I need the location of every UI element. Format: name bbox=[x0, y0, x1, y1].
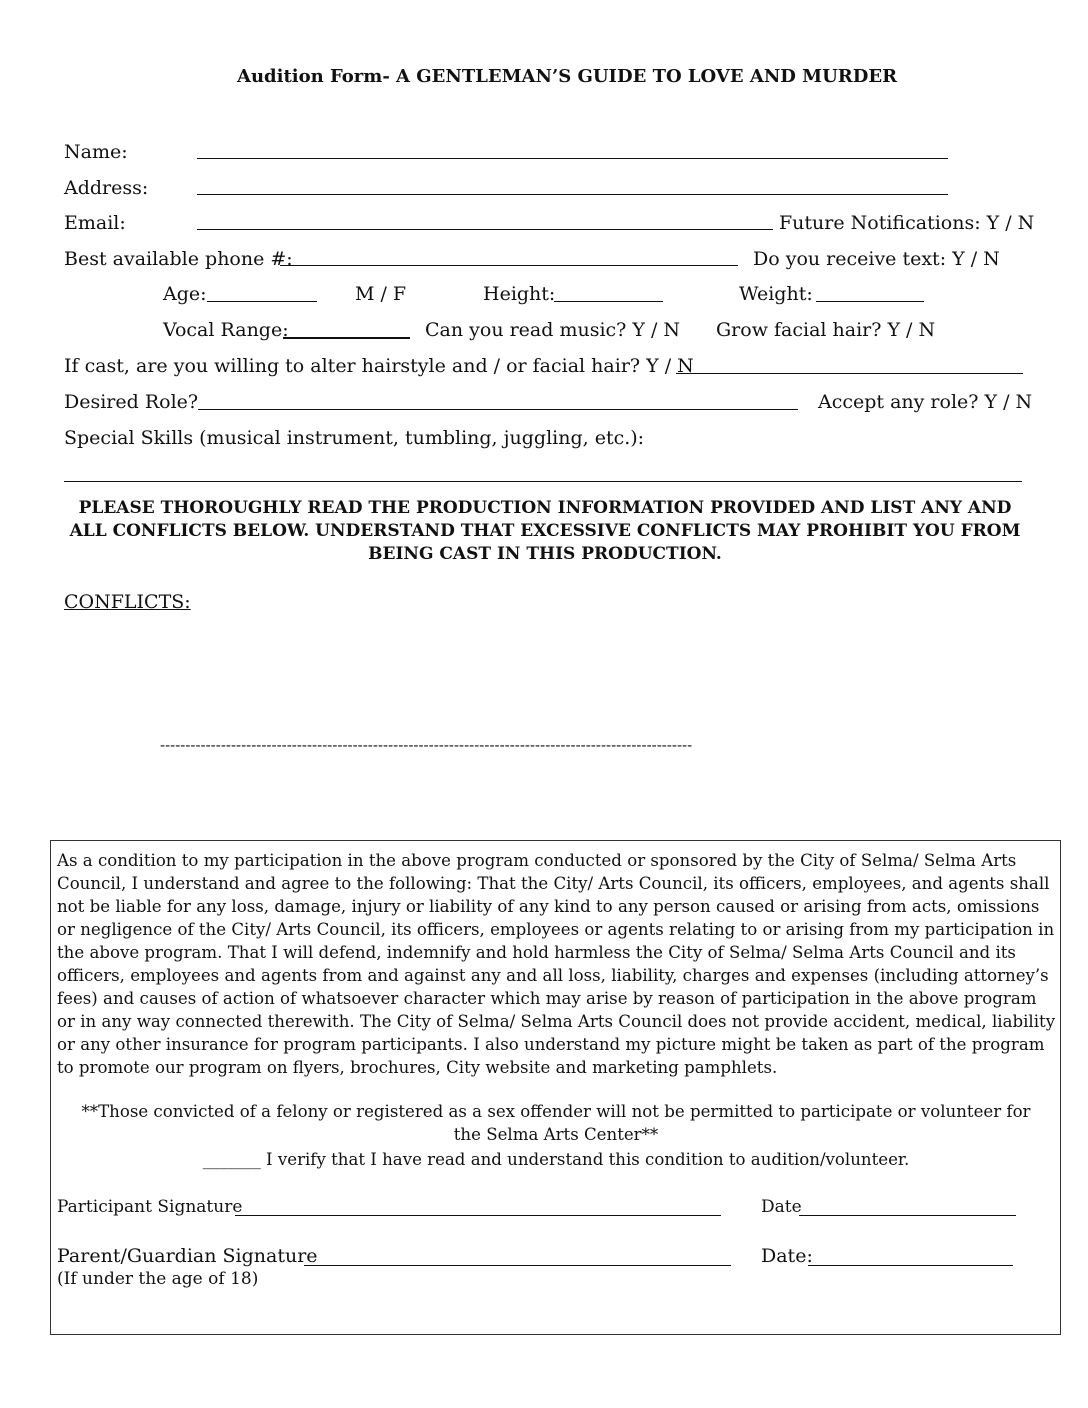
date-field-2[interactable] bbox=[808, 1265, 1013, 1266]
phone-field[interactable] bbox=[280, 265, 738, 266]
felony-notice: **Those convicted of a felony or registered as a sex offender will not be permitted to participate or volunteer for the Selma Arts Center** bbox=[81, 1102, 1031, 1144]
date-label-2: Date: bbox=[761, 1245, 813, 1267]
waiver-paragraph: As a condition to my participation in the above program conducted or sponsored by the City of Selma/ Selma Arts Council, I understand and agree to the following: That the City/ Arts Council, its officers, employees, and agents shall not be liable for any loss, damage, injury or liability of any kind to any person caused or arising from acts, omissions or negligence of the City/ Arts Council, its officers, employees or agents relating to or arising from my participation in the above program. That I will defend, indemnify and hold harmless the City of Selma/ Selma Arts Council and its officers, employees and agents from and against any and all loss, liability, charges and expenses (including attorney’s fees) and causes of action of whatsoever character which may arise by reason of participation in the above program or in any way connected therewith. The City of Selma/ Selma Arts Council does not provide accident, medical, liability or any other insurance for program participants. I also understand my picture might be taken as part of the program to promote our program on flyers, brochures, City website and marketing pamphlets. bbox=[57, 851, 1056, 1077]
page-title: Audition Form- A GENTLEMAN’S GUIDE TO LOVE AND MURDER bbox=[237, 66, 898, 87]
conflicts-area[interactable] bbox=[64, 620, 1022, 730]
vocal-range-field[interactable] bbox=[283, 337, 410, 339]
date-label-1: Date bbox=[761, 1197, 802, 1217]
facial-hair-label[interactable]: Grow facial hair? Y / N bbox=[716, 319, 936, 341]
parent-signature-label: Parent/Guardian Signature bbox=[57, 1245, 318, 1267]
under-18-note: (If under the age of 18) bbox=[57, 1269, 259, 1289]
phone-label: Best available phone #: bbox=[64, 248, 293, 270]
future-notifications-label[interactable]: Future Notifications: Y / N bbox=[779, 212, 1035, 234]
parent-signature-field[interactable] bbox=[304, 1265, 731, 1266]
date-field-1[interactable] bbox=[799, 1215, 1016, 1216]
participant-signature-field[interactable] bbox=[235, 1215, 721, 1216]
conflicts-notice: PLEASE THOROUGHLY READ THE PRODUCTION INFORMATION PROVIDED AND LIST ANY AND ALL CONFLICTS BELOW. UNDERSTAND THAT EXCESSIVE CONFLICTS MAY PROHIBIT YOU FROM BEING CAST IN THIS PRODUCTION. bbox=[69, 498, 1021, 564]
vocal-range-label: Vocal Range: bbox=[163, 319, 289, 341]
name-label: Name: bbox=[64, 141, 128, 163]
email-field[interactable] bbox=[197, 229, 773, 230]
height-label: Height: bbox=[483, 283, 556, 305]
height-field[interactable] bbox=[554, 301, 663, 302]
accept-role-label[interactable]: Accept any role? Y / N bbox=[818, 391, 1033, 413]
alter-hair-field[interactable] bbox=[676, 373, 1023, 374]
name-field[interactable] bbox=[197, 158, 948, 159]
special-skills-label: Special Skills (musical instrument, tumbling, juggling, etc.): bbox=[64, 427, 645, 449]
receive-text-label[interactable]: Do you receive text: Y / N bbox=[753, 248, 1000, 270]
weight-field[interactable] bbox=[816, 301, 924, 302]
sex-option[interactable]: M / F bbox=[355, 283, 407, 305]
desired-role-label: Desired Role? bbox=[64, 391, 199, 413]
alter-hair-label[interactable]: If cast, are you willing to alter hairstyle and / or facial hair? Y / N bbox=[64, 355, 694, 377]
conflicts-label: CONFLICTS: bbox=[64, 591, 191, 613]
age-label: Age: bbox=[163, 283, 207, 305]
weight-label: Weight: bbox=[739, 283, 813, 305]
special-skills-field[interactable] bbox=[64, 481, 1022, 482]
read-music-label[interactable]: Can you read music? Y / N bbox=[425, 319, 681, 341]
divider-line: --------------------------------------------------------------------------------------------------------- bbox=[160, 736, 693, 754]
verify-statement[interactable]: _______ I verify that I have read and understand this condition to audition/volunteer. bbox=[202, 1150, 910, 1169]
participant-signature-label: Participant Signature bbox=[57, 1197, 243, 1217]
address-label: Address: bbox=[64, 177, 149, 199]
email-label: Email: bbox=[64, 212, 126, 234]
desired-role-field[interactable] bbox=[198, 409, 798, 410]
age-field[interactable] bbox=[207, 301, 317, 302]
waiver-box bbox=[50, 840, 1061, 1335]
address-field[interactable] bbox=[197, 194, 948, 195]
